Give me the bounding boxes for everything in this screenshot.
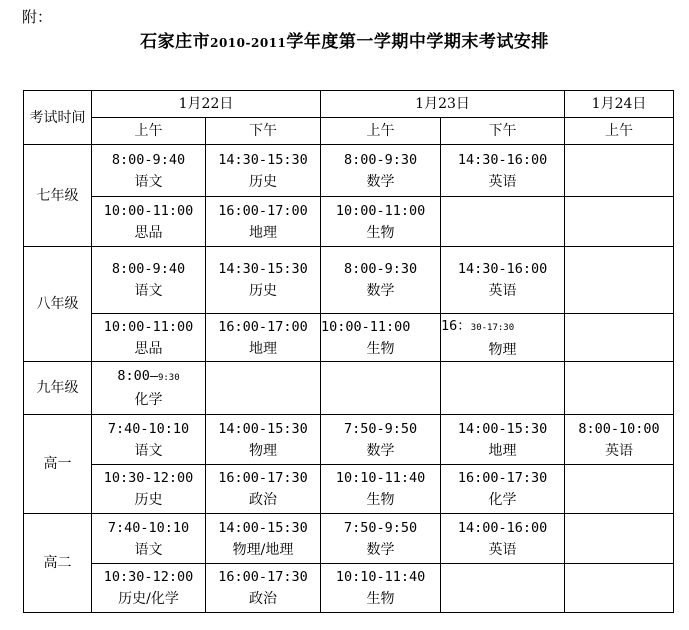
table-row [24,415,674,465]
exam-time: 7:40-10:10 [107,420,190,437]
exam-cell [321,564,441,613]
corner-label: 考试时间 [24,91,92,145]
exam-cell [206,314,321,362]
exam-cell [206,197,321,247]
exam-cell [206,465,321,514]
exam-cell [92,145,206,197]
exam-cell [92,314,206,362]
period-header: 上午 [321,118,441,145]
exam-cell [206,247,321,314]
empty-cell [565,362,674,415]
exam-subject: 语文 [134,541,163,558]
period-header: 下午 [206,118,321,145]
table-row [24,514,674,564]
exam-subject: 语文 [134,283,163,299]
exam-time: 10:00-11:00 [103,318,194,335]
exam-subject: 历史/化学 [118,591,179,607]
exam-subject: 思品 [134,340,163,357]
grade-label: 高二 [24,514,92,613]
exam-time-part: 9:30 [157,373,180,383]
exam-time: 14:00-15:30 [218,420,308,437]
exam-time: 8:00-9:40 [111,261,186,277]
date-header: 1月24日 [565,91,674,118]
exam-cell [441,514,565,564]
exam-cell [441,415,565,465]
exam-time: 8:00-9:40 [111,151,186,168]
exam-cell [441,465,565,514]
empty-cell [206,362,321,415]
exam-time: 14:00-15:30 [457,420,548,437]
grade-label: 高一 [24,415,92,514]
exam-cell [92,197,206,247]
exam-subject: 生物 [366,591,395,607]
exam-time: 10:00-11:00 [321,318,411,335]
exam-time [92,365,205,389]
exam-cell [321,314,441,362]
empty-cell [321,362,441,415]
exam-cell [92,415,206,465]
exam-subject: 地理 [488,442,517,459]
table-row [24,145,674,197]
exam-time: 10:30-12:00 [103,470,194,486]
exam-time: 10:00-11:00 [335,202,426,219]
grade-label: 九年级 [24,362,92,415]
attachment-label: 附： [22,8,53,26]
exam-subject: 数学 [366,442,395,459]
table-row [24,314,674,362]
exam-subject: 政治 [249,591,277,607]
exam-subject: 英语 [488,173,517,190]
empty-cell [565,465,674,514]
exam-cell [206,564,321,613]
exam-time: 16:00-17:00 [218,202,308,219]
exam-subject: 生物 [366,224,395,241]
exam-cell [565,415,674,465]
exam-cell [206,415,321,465]
date-header-row [24,91,674,118]
exam-time: 16:00-17:30 [457,470,548,486]
exam-subject: 物理 [249,442,277,459]
empty-cell [565,247,674,314]
exam-cell [321,514,441,564]
page-title [0,27,689,52]
title-suffix: 学年度第一学期中学期末考试安排 [286,32,549,52]
exam-schedule-table [23,90,674,613]
exam-subject: 英语 [488,283,517,299]
empty-cell [565,564,674,613]
exam-time: 14:00-16:00 [457,519,548,536]
period-header-row [24,118,674,145]
date-header: 1月22日 [92,91,321,118]
exam-time-part: 8:00— [117,368,158,384]
empty-cell [565,197,674,247]
exam-cell [92,362,206,415]
exam-time: 7:50-9:50 [343,519,418,536]
exam-cell [441,314,565,362]
date-header: 1月23日 [321,91,565,118]
empty-cell [565,314,674,362]
exam-cell [321,197,441,247]
grade-label: 七年级 [24,145,92,247]
exam-subject: 政治 [249,492,277,508]
exam-subject: 化学 [134,392,163,408]
exam-time: 14:00-15:30 [218,519,308,536]
title-years: 2010-2011 [210,36,287,50]
exam-time: 14:30-16:00 [457,261,548,277]
table-row [24,362,674,415]
exam-time: 10:30-12:00 [103,569,194,585]
table-row [24,564,674,613]
title-prefix: 石家庄市 [140,32,211,52]
exam-time: 8:00-9:30 [343,261,418,277]
exam-time: 14:30-15:30 [218,151,308,168]
exam-time: 14:30-16:00 [457,151,548,168]
exam-time: 16:00-17:30 [218,470,308,486]
period-header: 上午 [565,118,674,145]
table-row [24,197,674,247]
exam-subject: 物理/地理 [232,541,294,558]
exam-time-part: 30-17:30 [470,322,515,333]
exam-subject: 历史 [249,173,277,190]
exam-subject: 生物 [366,492,395,508]
exam-subject: 化学 [488,492,517,508]
exam-subject: 历史 [249,283,277,299]
exam-time [441,315,564,339]
exam-subject: 生物 [366,340,395,357]
exam-cell [441,247,565,314]
exam-cell [321,465,441,514]
empty-cell [441,362,565,415]
exam-time: 16:00-17:30 [218,569,308,585]
exam-subject: 地理 [249,340,277,357]
exam-cell [321,247,441,314]
exam-cell [206,514,321,564]
exam-time: 10:10-11:40 [335,569,426,585]
exam-time: 16:00-17:00 [218,318,308,335]
exam-cell [321,145,441,197]
exam-cell [441,145,565,197]
exam-time: 14:30-15:30 [218,261,308,277]
exam-subject: 英语 [605,442,634,459]
exam-time: 7:40-10:10 [107,519,190,536]
empty-cell [441,197,565,247]
period-header: 上午 [92,118,206,145]
exam-subject: 物理 [488,341,517,358]
exam-cell [92,247,206,314]
exam-cell [206,145,321,197]
empty-cell [565,514,674,564]
empty-cell [565,145,674,197]
exam-subject: 英语 [488,541,517,558]
grade-label: 八年级 [24,247,92,362]
empty-cell [441,564,565,613]
exam-cell [92,465,206,514]
exam-time: 8:00-10:00 [578,420,660,437]
table-row [24,465,674,514]
exam-time-part: 16： [441,317,471,334]
period-header: 下午 [441,118,565,145]
exam-subject: 地理 [249,224,277,241]
exam-subject: 数学 [366,173,395,190]
exam-subject: 历史 [134,492,163,508]
exam-time: 8:00-9:30 [343,151,418,168]
exam-subject: 语文 [134,442,163,459]
exam-subject: 数学 [366,541,395,558]
exam-subject: 语文 [134,173,163,190]
exam-time: 10:10-11:40 [335,470,426,486]
table-row [24,247,674,314]
exam-subject: 数学 [366,283,395,299]
exam-subject: 思品 [134,224,163,241]
exam-time: 7:50-9:50 [343,420,418,437]
exam-time: 10:00-11:00 [103,202,194,219]
exam-cell [92,514,206,564]
exam-cell [92,564,206,613]
exam-cell [321,415,441,465]
